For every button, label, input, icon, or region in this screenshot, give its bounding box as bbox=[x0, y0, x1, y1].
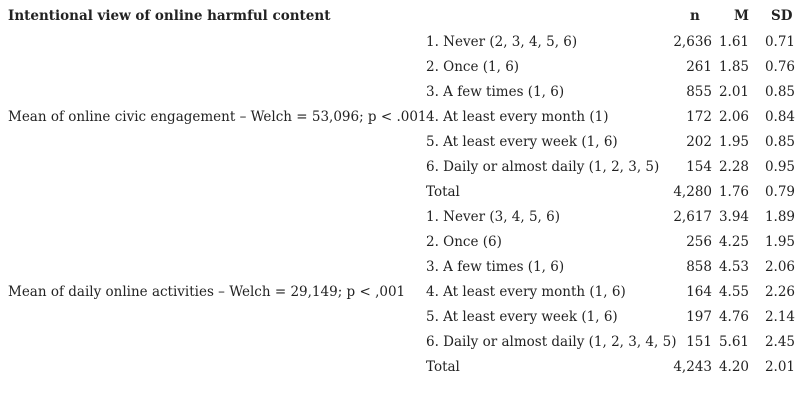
category-cell: 3. A few times (1, 6) bbox=[426, 84, 565, 100]
table-row bbox=[0, 55, 804, 80]
sd-cell: 0.85 bbox=[764, 84, 795, 100]
table-row bbox=[0, 80, 804, 105]
mean-cell: 5.61 bbox=[718, 334, 749, 350]
n-cell: 164 bbox=[686, 284, 712, 300]
table-row-total bbox=[0, 180, 804, 205]
n-cell: 202 bbox=[686, 134, 712, 150]
sd-cell: 0.95 bbox=[764, 159, 795, 175]
mean-cell: 4.55 bbox=[718, 284, 749, 300]
mean-cell: 1.85 bbox=[718, 59, 749, 75]
sd-cell: 1.95 bbox=[764, 234, 795, 250]
category-cell: 6. Daily or almost daily (1, 2, 3, 5) bbox=[426, 159, 660, 175]
n-cell: 261 bbox=[686, 59, 712, 75]
category-cell: 4. At least every month (1, 6) bbox=[426, 284, 626, 300]
mean-cell: 2.06 bbox=[718, 109, 749, 125]
n-cell: 855 bbox=[686, 84, 712, 100]
table-row bbox=[0, 305, 804, 330]
column-header-sd: SD bbox=[771, 8, 793, 24]
n-cell: 858 bbox=[686, 259, 712, 275]
table-row bbox=[0, 105, 804, 130]
mean-cell: 4.53 bbox=[718, 259, 749, 275]
category-cell: 2. Once (1, 6) bbox=[426, 59, 520, 75]
n-cell: 172 bbox=[686, 109, 712, 125]
table-row bbox=[0, 280, 804, 305]
category-cell: 1. Never (3, 4, 5, 6) bbox=[426, 209, 560, 225]
mean-cell: 1.76 bbox=[718, 184, 749, 200]
category-cell: 3. A few times (1, 6) bbox=[426, 259, 565, 275]
table-row bbox=[0, 255, 804, 280]
sd-cell: 2.01 bbox=[764, 359, 795, 375]
category-cell: 2. Once (6) bbox=[426, 234, 502, 250]
n-cell: 151 bbox=[686, 334, 712, 350]
sd-cell: 1.89 bbox=[764, 209, 795, 225]
sd-cell: 2.06 bbox=[764, 259, 795, 275]
mean-cell: 2.01 bbox=[718, 84, 749, 100]
mean-cell: 4.25 bbox=[718, 234, 749, 250]
sd-cell: 0.85 bbox=[764, 134, 795, 150]
table-row bbox=[0, 230, 804, 255]
n-cell: 197 bbox=[686, 309, 712, 325]
sd-cell: 0.79 bbox=[764, 184, 795, 200]
n-cell: 256 bbox=[686, 234, 712, 250]
n-cell: 4,280 bbox=[673, 184, 712, 200]
category-cell: 5. At least every week (1, 6) bbox=[426, 134, 618, 150]
category-cell: 1. Never (2, 3, 4, 5, 6) bbox=[426, 34, 578, 50]
table-row bbox=[0, 155, 804, 180]
mean-cell: 1.61 bbox=[718, 34, 749, 50]
sd-cell: 2.26 bbox=[764, 284, 795, 300]
group-label-civic-engagement: Mean of online civic engagement – Welch = 53,096; p < .001 bbox=[8, 109, 427, 125]
table-row bbox=[0, 130, 804, 155]
column-header-n: n bbox=[690, 8, 700, 24]
table-row-total bbox=[0, 355, 804, 380]
sd-cell: 0.84 bbox=[764, 109, 795, 125]
n-cell: 2,617 bbox=[673, 209, 712, 225]
table-row bbox=[0, 205, 804, 230]
mean-cell: 1.95 bbox=[718, 134, 749, 150]
sd-cell: 0.71 bbox=[764, 34, 795, 50]
table-title: Intentional view of online harmful content bbox=[8, 8, 331, 24]
category-cell: Total bbox=[426, 359, 460, 375]
category-cell: 4. At least every month (1) bbox=[426, 109, 609, 125]
mean-cell: 3.94 bbox=[718, 209, 749, 225]
n-cell: 154 bbox=[686, 159, 712, 175]
sd-cell: 2.45 bbox=[764, 334, 795, 350]
category-cell: Total bbox=[426, 184, 460, 200]
n-cell: 2,636 bbox=[673, 34, 712, 50]
table-row bbox=[0, 30, 804, 55]
sd-cell: 2.14 bbox=[764, 309, 795, 325]
mean-cell: 4.20 bbox=[718, 359, 749, 375]
sd-cell: 0.76 bbox=[764, 59, 795, 75]
category-cell: 6. Daily or almost daily (1, 2, 3, 4, 5) bbox=[426, 334, 677, 350]
table-row bbox=[0, 330, 804, 355]
mean-cell: 2.28 bbox=[718, 159, 749, 175]
group-label-daily-activities: Mean of daily online activities – Welch = 29,149; p < ,001 bbox=[8, 284, 406, 300]
category-cell: 5. At least every week (1, 6) bbox=[426, 309, 618, 325]
n-cell: 4,243 bbox=[673, 359, 712, 375]
mean-cell: 4.76 bbox=[718, 309, 749, 325]
column-header-mean: M bbox=[734, 8, 749, 24]
